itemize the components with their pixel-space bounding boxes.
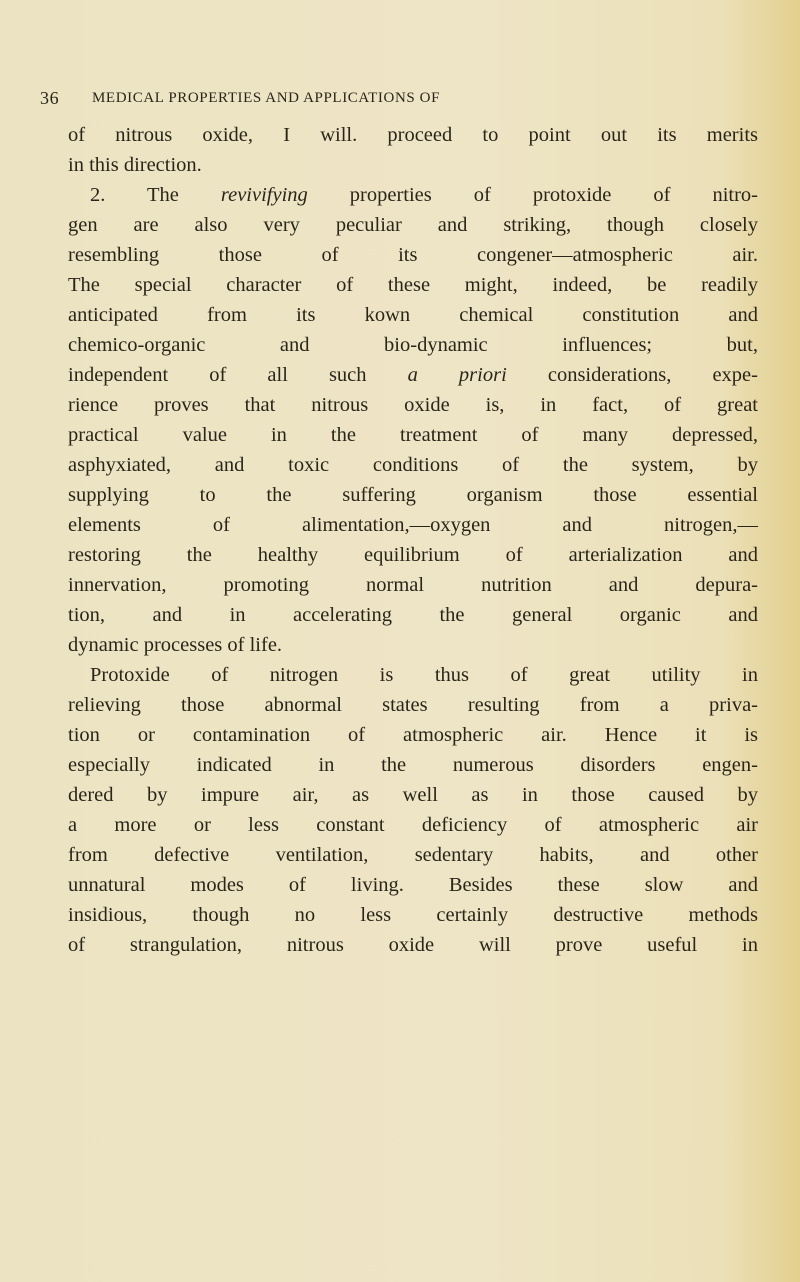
text-segment: tion, and in accelerating the general organic and (68, 604, 758, 626)
text-segment: restoring the healthy equilibrium of arterialization and (68, 544, 758, 566)
text-line (68, 300, 758, 330)
text-line (68, 210, 758, 240)
text-line (68, 180, 758, 210)
text-segment: independent of all such (68, 364, 408, 386)
text-line (68, 420, 758, 450)
text-segment: of nitrous oxide, I will. proceed to point out its merits (68, 124, 758, 146)
text-line (68, 240, 758, 270)
text-segment: The special character of these might, indeed, be readily (68, 274, 758, 296)
text-line (68, 720, 758, 750)
text-line (68, 870, 758, 900)
text-segment: insidious, though no less certainly destructive methods (68, 904, 758, 926)
text-line (68, 390, 758, 420)
text-line (68, 780, 758, 810)
body-text (68, 120, 758, 960)
text-segment: properties of protoxide of nitro- (307, 184, 758, 206)
text-segment: gen are also very peculiar and striking, though closely (68, 214, 758, 236)
running-title: MEDICAL PROPERTIES AND APPLICATIONS OF (92, 90, 441, 106)
text-segment: rience proves that nitrous oxide is, in fact, of great (68, 394, 758, 416)
text-segment: tion or contamination of atmospheric air. Hence it is (68, 724, 758, 746)
text-line (68, 540, 758, 570)
text-line (68, 600, 758, 630)
text-line (68, 930, 758, 960)
text-segment: Protoxide of nitrogen is thus of great utility in (90, 664, 758, 686)
text-line (68, 570, 758, 600)
text-line (68, 330, 758, 360)
text-line (68, 660, 758, 690)
text-line (68, 510, 758, 540)
text-segment: especially indicated in the numerous disorders engen- (68, 754, 758, 776)
italic-text: a priori (407, 364, 507, 386)
text-segment: asphyxiated, and toxic conditions of the system, by (68, 454, 758, 476)
text-segment: dered by impure air, as well as in those caused by (68, 784, 758, 806)
text-line (68, 840, 758, 870)
text-line (68, 270, 758, 300)
text-line (68, 750, 758, 780)
text-line (68, 810, 758, 840)
text-segment: resembling those of its congener—atmospheric air. (68, 244, 758, 266)
text-segment: a more or less constant deficiency of atmospheric air (68, 814, 758, 836)
text-line (68, 120, 758, 150)
running-header (40, 88, 760, 112)
page-number: 36 (40, 88, 60, 108)
text-line (68, 630, 758, 660)
text-segment: anticipated from its kown chemical constitution and (68, 304, 758, 326)
text-segment: 2. The (90, 184, 221, 206)
text-segment: dynamic processes of life. (68, 634, 283, 656)
text-segment: practical value in the treatment of many depressed, (68, 424, 758, 446)
text-segment: chemico-organic and bio-dynamic influences; but, (68, 334, 758, 356)
text-line (68, 450, 758, 480)
text-segment: of strangulation, nitrous oxide will prove useful in (68, 934, 758, 956)
text-segment: elements of alimentation,—oxygen and nitrogen,— (68, 514, 758, 536)
text-segment: considerations, expe- (506, 364, 758, 386)
text-segment: unnatural modes of living. Besides these slow and (68, 874, 758, 896)
text-line (68, 480, 758, 510)
text-line (68, 900, 758, 930)
text-segment: innervation, promoting normal nutrition and depura- (68, 574, 758, 596)
text-line (68, 360, 758, 390)
text-segment: supplying to the suffering organism those essential (68, 484, 758, 506)
italic-text: revivifying (220, 184, 308, 206)
text-line (68, 690, 758, 720)
text-line (68, 150, 758, 180)
text-segment: relieving those abnormal states resulting from a priva- (68, 694, 758, 716)
text-segment: in this direction. (68, 154, 202, 176)
text-segment: from defective ventilation, sedentary habits, and other (68, 844, 758, 866)
